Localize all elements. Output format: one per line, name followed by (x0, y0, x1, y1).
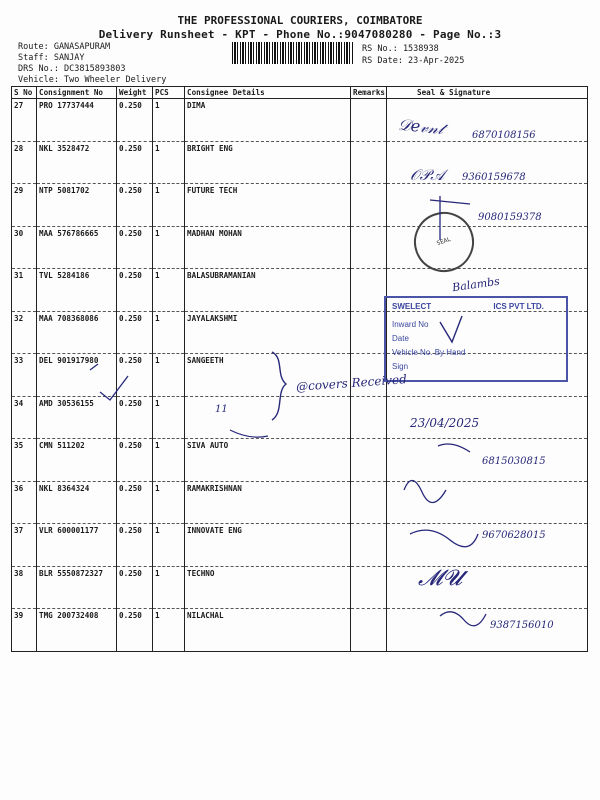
col-remarks: Remarks (351, 87, 387, 99)
cell-weight: 0.250 (117, 311, 153, 354)
col-consignee: Consignee Details (185, 87, 351, 99)
signature-29: 𝒪𝒫𝒜 (410, 166, 445, 184)
table-row (12, 226, 588, 269)
cell-remarks (351, 566, 387, 609)
company-stamp (384, 296, 568, 382)
cell-sno: 37 (12, 524, 37, 567)
received-note: @covers Received (295, 372, 408, 394)
cell-sno: 36 (12, 481, 37, 524)
signature-31: Balambs (451, 274, 501, 295)
ditto-mark-34: 11 (215, 404, 228, 415)
cell-consignee: TECHNO (185, 566, 351, 609)
cell-consignment: CMN 511202 (37, 439, 117, 482)
cell-weight: 0.250 (117, 184, 153, 227)
cell-weight: 0.250 (117, 269, 153, 312)
cell-sno: 33 (12, 354, 37, 397)
stamp-sign: Sign (392, 362, 409, 371)
vehicle-label: Vehicle: Two Wheeler Delivery (18, 75, 167, 85)
cell-pcs: 1 (153, 269, 185, 312)
cell-sno: 27 (12, 99, 37, 142)
cell-consignee: DIMA (185, 99, 351, 142)
col-sno: S No (12, 87, 37, 99)
cell-weight: 0.250 (117, 99, 153, 142)
cell-consignee: INNOVATE ENG (185, 524, 351, 567)
cell-weight: 0.250 (117, 566, 153, 609)
cell-sno: 32 (12, 311, 37, 354)
cell-consignment: TMG 200732408 (37, 609, 117, 652)
cell-weight: 0.250 (117, 396, 153, 439)
table-header-row (12, 87, 588, 99)
cell-consignment: MAA 708368086 (37, 311, 117, 354)
cell-consignment: DEL 901917980 (37, 354, 117, 397)
cell-consignee: MADHAN MOHAN (185, 226, 351, 269)
cell-weight: 0.250 (117, 354, 153, 397)
cell-consignee: SIVA AUTO (185, 439, 351, 482)
cell-consignee: BRIGHT ENG (185, 141, 351, 184)
cell-weight: 0.250 (117, 439, 153, 482)
cell-consignee: JAYALAKSHMI (185, 311, 351, 354)
col-weight: Weight (117, 87, 153, 99)
cell-remarks (351, 226, 387, 269)
runsheet-title: THE PROFESSIONAL COURIERS, COIMBATORE (177, 14, 423, 27)
stamp-inward: Inward No (392, 320, 429, 329)
cell-sno: 34 (12, 396, 37, 439)
cell-sno: 39 (12, 609, 37, 652)
cell-consignment: VLR 600001177 (37, 524, 117, 567)
cell-remarks (351, 481, 387, 524)
cell-pcs: 1 (153, 396, 185, 439)
cell-remarks (351, 141, 387, 184)
round-seal: SEAL (406, 204, 483, 281)
table-row (12, 481, 588, 524)
cell-pcs: 1 (153, 354, 185, 397)
table-row (12, 566, 588, 609)
cell-consignee: SANGEETH (185, 354, 351, 397)
col-consignment: Consignment No (37, 87, 117, 99)
cell-remarks (351, 311, 387, 354)
stamp-company: SWELECT ICS PVT LTD. (392, 302, 544, 311)
barcode (232, 42, 354, 64)
cell-consignment: NKL 3528472 (37, 141, 117, 184)
cell-consignment: PRO 17737444 (37, 99, 117, 142)
cell-consignment: TVL 5284186 (37, 269, 117, 312)
cell-signature (387, 566, 588, 609)
phone-35: 6815030815 (482, 456, 546, 467)
phone-30: 9080159378 (478, 212, 542, 223)
cell-consignee: BALASUBRAMANIAN (185, 269, 351, 312)
received-date: 23/04/2025 (410, 416, 480, 430)
cell-pcs: 1 (153, 184, 185, 227)
cell-consignee: NILACHAL (185, 609, 351, 652)
cell-sno: 38 (12, 566, 37, 609)
cell-pcs: 1 (153, 141, 185, 184)
cell-sno: 35 (12, 439, 37, 482)
cell-pcs: 1 (153, 439, 185, 482)
col-signature: Seal & Signature (387, 87, 588, 99)
cell-sno: 29 (12, 184, 37, 227)
cell-pcs: 1 (153, 609, 185, 652)
phone-39: 9387156010 (490, 620, 554, 631)
cell-pcs: 1 (153, 481, 185, 524)
cell-weight: 0.250 (117, 481, 153, 524)
rs-number: RS No.: 1538938 (362, 44, 439, 54)
staff-label: Staff: SANJAY (18, 53, 85, 63)
cell-pcs: 1 (153, 226, 185, 269)
cell-consignment: NTP 5081702 (37, 184, 117, 227)
cell-remarks (351, 524, 387, 567)
phone-27: 6870108156 (472, 130, 536, 141)
cell-remarks (351, 184, 387, 227)
cell-sno: 31 (12, 269, 37, 312)
signature-27: 𝒟𝑒𝓋𝓃𝓉 (397, 114, 445, 139)
drs-number: DRS No.: DC3815893803 (18, 64, 126, 74)
cell-consignment: BLR 5550872327 (37, 566, 117, 609)
phone-29: 9360159678 (462, 172, 526, 183)
cell-remarks (351, 609, 387, 652)
cell-pcs: 1 (153, 566, 185, 609)
cell-remarks (351, 396, 387, 439)
cell-consignment: NKL 8364324 (37, 481, 117, 524)
cell-pcs: 1 (153, 524, 185, 567)
cell-weight: 0.250 (117, 141, 153, 184)
cell-consignee: RAMAKRISHNAN (185, 481, 351, 524)
cell-signature (387, 609, 588, 652)
phone-37: 9670628015 (482, 530, 546, 541)
stamp-date: Date (392, 334, 409, 343)
cell-consignee: FUTURE TECH (185, 184, 351, 227)
cell-weight: 0.250 (117, 226, 153, 269)
signature-38: 𝓜𝓤 (418, 566, 463, 591)
route-label: Route: GANASAPURAM (18, 42, 111, 52)
cell-signature (387, 481, 588, 524)
cell-consignment: AMD 30536155 (37, 396, 117, 439)
cell-pcs: 1 (153, 311, 185, 354)
cell-remarks (351, 269, 387, 312)
table-row (12, 396, 588, 439)
rs-date: RS Date: 23-Apr-2025 (362, 56, 465, 66)
cell-consignment: MAA 576786665 (37, 226, 117, 269)
cell-remarks (351, 439, 387, 482)
stamp-vehicle: Vehicle No. By Hand (392, 348, 466, 357)
cell-pcs: 1 (153, 99, 185, 142)
cell-sno: 28 (12, 141, 37, 184)
col-pcs: PCS (153, 87, 185, 99)
cell-weight: 0.250 (117, 524, 153, 567)
runsheet-subtitle: Delivery Runsheet - KPT - Phone No.:9047080280 - Page No.:3 (98, 28, 502, 41)
cell-consignee (185, 396, 351, 439)
cell-remarks (351, 99, 387, 142)
cell-weight: 0.250 (117, 609, 153, 652)
cell-sno: 30 (12, 226, 37, 269)
